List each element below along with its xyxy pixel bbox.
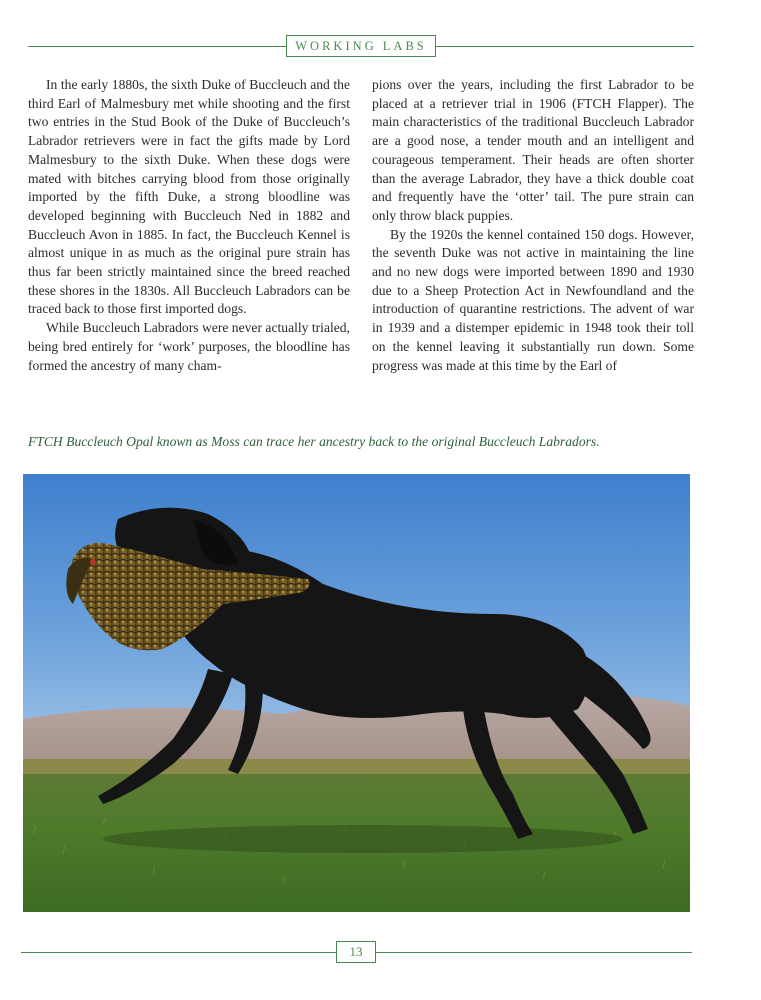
paragraph: By the 1920s the kennel contained 150 dogs. However, the seventh Duke was not active in maintaining the line and no new dogs were imported between 1890 and 1930 due to a Sheep Protection Act in Newfoundland and the introduction of quarantine restrictions. The advent of war in 1939 and a distemper epidemic in 1948 took their toll on the kennel leaving it substantially run down. Some progress was made at this time by the Earl of xyxy=(372,226,694,373)
text-column-right xyxy=(372,76,694,375)
header-rule-right xyxy=(436,46,694,47)
footer-rule-right xyxy=(376,952,692,953)
text-column-left xyxy=(28,76,350,375)
labrador-photo xyxy=(23,474,690,912)
paragraph: While Buccleuch Labradors were never actually trialed, being bred entirely for ‘work’ purposes, the bloodline has formed the ancestry of many cham- xyxy=(28,320,350,373)
running-header: WORKING LABS xyxy=(286,35,436,57)
paragraph: In the early 1880s, the sixth Duke of Buccleuch and the third Earl of Malmesbury met while shooting and the first two entries in the Stud Book of the Duke of Buccleuch’s Labrador retrievers were in fact the gifts made by Lord Malmesbury to the sixth Duke. When these dogs were mated with bitches carrying blood from those originally imported by the fifth Duke, a strong bloodline was developed beginning with Buccleuch Ned in 1882 and Buccleuch Avon in 1885. In fact, the Buccleuch Kennel is almost unique in as much as the original pure strain has thus far been strictly maintained since the breed reached these shores in the 1830s. All Buccleuch Labradors can be traced back to those first imported dogs. xyxy=(28,77,350,317)
paragraph: pions over the years, including the first Labrador to be placed at a retriever trial in 1906 (FTCH Flapper). The main characteristics of the traditional Buccleuch Labrador are a good nose, a tender mouth and an intelligent and courageous temperament. Their heads are often shorter than the average Labrador, they have a thick double coat and frequently have the ‘otter’ tail. The pure strain can only throw black puppies. xyxy=(372,77,694,223)
page-number: 13 xyxy=(336,941,376,963)
header-rule-left xyxy=(28,46,286,47)
footer-rule-left xyxy=(21,952,336,953)
photo-caption: FTCH Buccleuch Opal known as Moss can trace her ancestry back to the original Buccleuch Labradors. xyxy=(28,434,600,449)
